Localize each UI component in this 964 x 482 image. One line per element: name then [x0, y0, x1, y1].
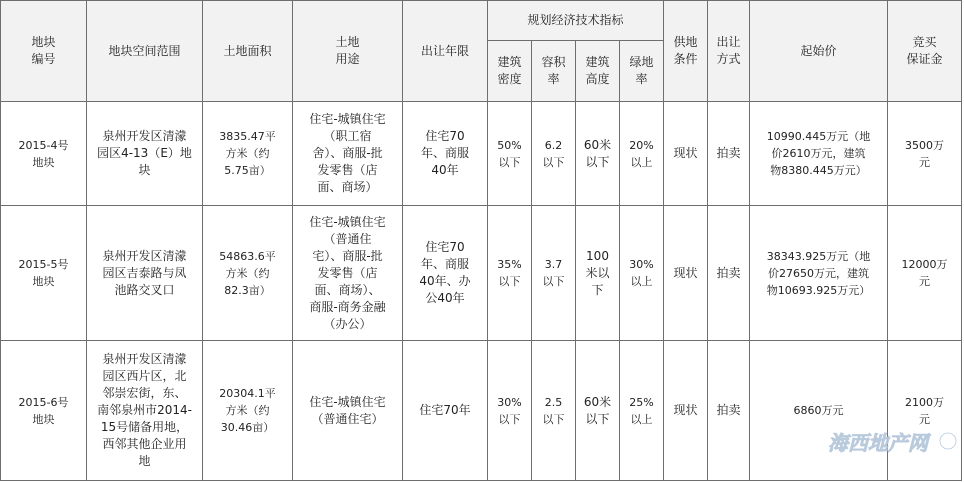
cell-supply: 现状	[664, 206, 708, 341]
cell-density: 35% 以下	[488, 206, 532, 341]
header-area: 土地面积	[203, 1, 293, 102]
table-row	[1, 206, 962, 341]
header-indicators: 规划经济技术指标	[488, 1, 664, 41]
header-height: 建筑 高度	[576, 41, 620, 102]
header-start-price: 起始价	[750, 1, 888, 102]
cell-scope: 泉州开发区清濛 园区4-13（E）地 块	[87, 102, 203, 206]
cell-far: 2.5 以下	[532, 341, 576, 481]
cell-method: 拍卖	[708, 102, 750, 206]
header-far: 容积 率	[532, 41, 576, 102]
table-row	[1, 102, 962, 206]
cell-use: 住宅-城镇住宅 （普通住宅）	[293, 341, 403, 481]
cell-green: 30% 以上	[620, 206, 664, 341]
header-supply: 供地 条件	[664, 1, 708, 102]
cell-area: 20304.1平 方米（约 30.46亩）	[203, 341, 293, 481]
cell-scope: 泉州开发区清濛 园区吉泰路与凤 池路交叉口	[87, 206, 203, 341]
cell-far: 6.2 以下	[532, 102, 576, 206]
cell-term: 住宅70 年、商服 40年、办 公40年	[403, 206, 488, 341]
cell-height: 60米 以下	[576, 102, 620, 206]
cell-start-price: 38343.925万元（地 价27650万元，建筑 物10693.925万元）	[750, 206, 888, 341]
cell-start-price: 6860万元	[750, 341, 888, 481]
header-density: 建筑 密度	[488, 41, 532, 102]
header-parcel-no: 地块 编号	[1, 1, 87, 102]
cell-parcel-no: 2015-4号 地块	[1, 102, 87, 206]
cell-parcel-no: 2015-5号 地块	[1, 206, 87, 341]
cell-deposit: 12000万 元	[888, 206, 962, 341]
header-scope: 地块空间范围	[87, 1, 203, 102]
table-row	[1, 341, 962, 481]
header-use: 土地 用途	[293, 1, 403, 102]
cell-term: 住宅70年	[403, 341, 488, 481]
cell-density: 50% 以下	[488, 102, 532, 206]
header-row-top	[1, 1, 962, 41]
cell-use: 住宅-城镇住宅 （普通住 宅）、商服-批 发零售（店 面、商场）、 商服-商务金融 （办公）	[293, 206, 403, 341]
watermark-text: 海西地产网	[828, 431, 928, 455]
header-deposit: 竞买 保证金	[888, 1, 962, 102]
site-watermark-logo	[826, 428, 962, 458]
cell-method: 拍卖	[708, 206, 750, 341]
cell-green: 25% 以上	[620, 341, 664, 481]
cell-area: 54863.6平 方米（约 82.3亩）	[203, 206, 293, 341]
cell-supply: 现状	[664, 102, 708, 206]
cell-term: 住宅70 年、商服 40年	[403, 102, 488, 206]
cell-far: 3.7 以下	[532, 206, 576, 341]
header-method: 出让 方式	[708, 1, 750, 102]
header-term: 出让年限	[403, 1, 488, 102]
header-green: 绿地 率	[620, 41, 664, 102]
cell-use: 住宅-城镇住宅 （职工宿 舍）、商服-批 发零售（店 面、商场）	[293, 102, 403, 206]
cell-green: 20% 以上	[620, 102, 664, 206]
cell-area: 3835.47平 方米（约 5.75亩）	[203, 102, 293, 206]
cell-method: 拍卖	[708, 341, 750, 481]
cell-height: 60米 以下	[576, 341, 620, 481]
cell-density: 30% 以下	[488, 341, 532, 481]
cell-scope: 泉州开发区清濛 园区西片区，北 邻崇宏街，东、 南邻泉州市2014- 15号储备用地， 西邻其他企业用 地	[87, 341, 203, 481]
cell-deposit: 2100万 元	[888, 341, 962, 481]
cell-height: 100 米以 下	[576, 206, 620, 341]
cell-parcel-no: 2015-6号 地块	[1, 341, 87, 481]
cell-start-price: 10990.445万元（地 价2610万元，建筑 物8380.445万元）	[750, 102, 888, 206]
cell-deposit: 3500万 元	[888, 102, 962, 206]
cell-supply: 现状	[664, 341, 708, 481]
